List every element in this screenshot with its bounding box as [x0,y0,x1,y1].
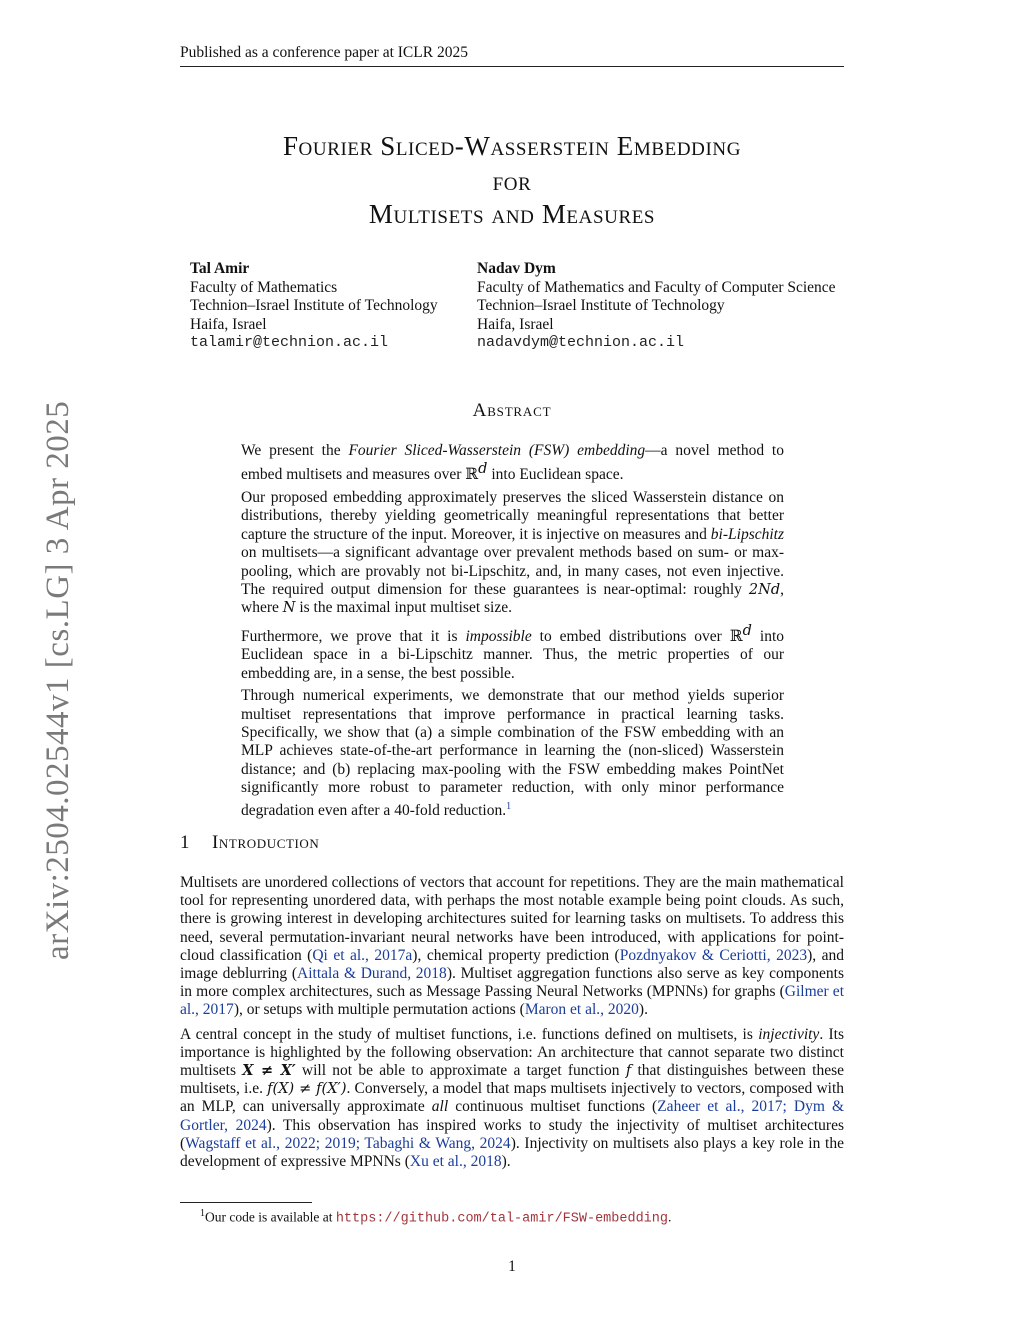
abstract-paragraph-2: Our proposed embedding approximately preserves the sliced Wasserstein distance on distributions, thereby yielding geometrically meaningful representations that better capture the structure of the input. Moreover, it is injective on measures and bi-Lipschitz on multisets—a significant advantage over prevalent methods based on sum- or max-pooling, which are provably not bi-Lipschitz, and, in many cases, not even injective. The required output dimension for these guarantees is near-optimal: roughly 2Nd, where N is the maximal input multiset size. [241,488,784,617]
title-line-3: Multisets and Measures [368,199,656,229]
citation-link[interactable]: Wagstaff et al., 2022; 2019; Tabaghi & Wang, 2024 [185,1134,511,1152]
author-block-1 [190,260,438,353]
abstract-body [241,442,784,824]
author-email[interactable]: nadavdym@technion.ac.il [477,334,685,352]
intro-paragraph-2: A central concept in the study of multiset functions, i.e. functions defined on multisets, is injectivity. Its importance is highlighted by the following observation: An architecture that cannot separate two distinct multisets X ≠ X′ will not be able to approximate a target function f that distinguishes between these multisets, i.e. f(X) ≠ f(X′). Conversely, a model that maps multisets injectively to vectors, composed with an MLP, can universally approximate all continuous multiset functions (Zaheer et al., 2017; Dym & Gortler, 2024). This observation has inspired works to study the injectivity of multiset architectures (Wagstaff et al., 2022; 2019; Tabaghi & Wang, 2024). Injectivity on multisets also plays a key role in the development of expressive MPNNs (Xu et al., 2018). [180,1025,845,1171]
author-name: Nadav Dym [477,260,556,277]
citation-link[interactable]: Maron et al., 2020 [524,1001,639,1019]
footnote-marker[interactable]: 1 [506,800,512,812]
author-name: Tal Amir [190,260,250,277]
running-head: Published as a conference paper at ICLR 2025 [180,44,468,61]
author-email[interactable]: talamir@technion.ac.il [190,334,389,352]
abstract-paragraph-3: Furthermore, we prove that it is impossible to embed distributions over ℝ$^d$ into Euclidean space in a bi-Lipschitz manner. Thus, the metric properties of our embedding are, in a sense, the best possible. [241,622,785,682]
citation-link[interactable]: Zaheer et al., 2017; Dym & Gortler, 2024 [180,1098,844,1134]
author-affiliation: Faculty of Mathematics [190,278,338,296]
abstract-paragraph-1: We present the Fourier Sliced-Wasserstein (FSW) embedding—a novel method to embed multisets and measures over ℝ$^d$ into Euclidean space. [241,442,784,484]
footnote: $^1$Our code is available at https://github.com/tal-amir/FSW-embedding. [200,1208,672,1227]
intro-paragraph-1: Multisets are unordered collections of vectors that account for repetitions. They are the main mathematical tool for representing unordered data, with perhaps the most notable example being point clouds. As such, there is growing interest in developing architectures suited for learning tasks on multisets. To address this need, several permutation-invariant neural networks have been introduced, with applications for point-cloud classification (Qi et al., 2017a), chemical property prediction (Pozdnyakov & Ceriotti, 2023), and image deblurring (Aittala & Durand, 2018). Multiset aggregation functions also serve as key components in more complex architectures, such as Message Passing Neural Networks (MPNNs) for graphs (Gilmer et al., 2017), or setups with multiple permutation actions (Maron et al., 2020). [180,874,844,1019]
title-line-2: for [492,166,532,196]
footnote-rule [180,1202,312,1203]
citation-link[interactable]: Xu et al., 2018 [409,1153,502,1171]
author-location: Haifa, Israel [477,315,554,333]
abstract-paragraph-4: Through numerical experiments, we demonstrate that our method yields superior multiset representations that improve performance in practical learning tasks. Specifically, we show that (a) a simple combination of the FSW embedding with an MLP achieves state-of-the-art performance in learning the (non-sliced) Wasserstein distance; and (b) replacing max-pooling with the FSW embedding makes PointNet significantly more robust to parameter reduction, with only minor performance degradation even after a 40-fold reduction.$^1$ [241,687,784,819]
author-affiliation: Faculty of Mathematics and Faculty of Computer Science [477,278,836,296]
citation-link[interactable]: Gilmer et al., 2017 [180,983,844,1019]
abstract-heading: Abstract [472,400,552,421]
author-block-2 [477,260,836,353]
author-institution: Technion–Israel Institute of Technology [190,297,438,315]
introduction-body [180,874,844,1177]
author-institution: Technion–Israel Institute of Technology [477,297,725,315]
citation-link[interactable]: Pozdnyakov & Ceriotti, 2023 [619,946,808,964]
arxiv-stamp: arXiv:2504.02544v1 [cs.LG] 3 Apr 2025 [40,400,76,960]
header-rule [180,66,844,67]
title-line-1: Fourier Sliced-Wasserstein Embedding [282,131,742,161]
citation-link[interactable]: Qi et al., 2017a [312,946,413,964]
citation-link[interactable]: Aittala & Durand, 2018 [297,965,447,983]
author-location: Haifa, Israel [190,315,267,333]
section-heading-introduction: 1 Introduction [180,832,320,853]
code-url-link[interactable]: https://github.com/tal-amir/FSW-embedding [335,1211,668,1227]
page-number: 1 [508,1258,516,1275]
